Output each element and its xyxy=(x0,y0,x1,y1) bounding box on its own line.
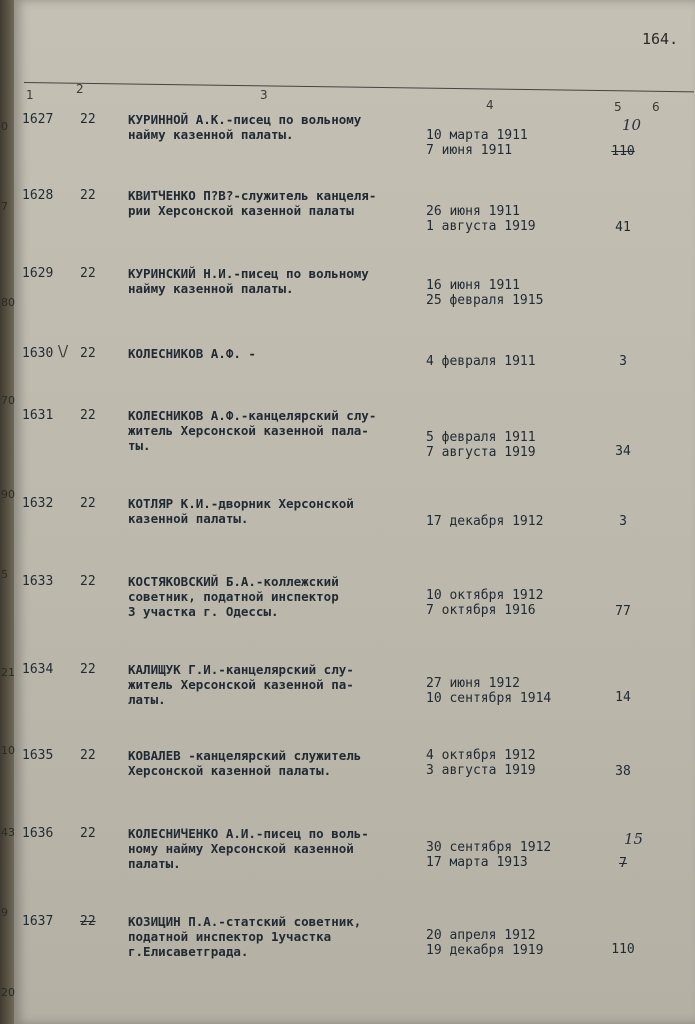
page-count: 110 xyxy=(611,144,635,159)
handwritten-correction: 10 xyxy=(622,116,642,134)
record-dates: 26 июня 1911 1 августа 1919 xyxy=(426,204,536,234)
fund-number: 22 xyxy=(80,662,96,677)
record-number: 1631 xyxy=(22,408,54,423)
margin-note: 5 xyxy=(1,568,8,581)
page-count: 7 xyxy=(619,856,627,871)
page-count: 34 xyxy=(615,444,631,459)
fund-number: 22 xyxy=(80,188,96,203)
record-description: КАЛИЩУК Г.И.-канцелярский слу- житель Херсонской казенной па- латы. xyxy=(128,662,354,707)
margin-note: 70 xyxy=(1,394,15,407)
page-number: 164. xyxy=(642,30,679,48)
record-number: 1632 xyxy=(22,496,54,511)
margin-note: 80 xyxy=(1,296,15,309)
record-dates: 10 марта 1911 7 июня 1911 xyxy=(426,128,528,158)
fund-number: 22 xyxy=(80,346,96,361)
record-number: 1633 xyxy=(22,574,54,589)
page-count: 14 xyxy=(615,690,631,705)
handwritten-correction: 15 xyxy=(624,830,644,848)
record-dates: 27 июня 1912 10 сентября 1914 xyxy=(426,676,552,706)
margin-note: 10 xyxy=(1,744,15,757)
record-number: 1634 xyxy=(22,662,54,677)
page-count: 3 xyxy=(619,514,627,529)
record-description: КОЛЕСНИЧЕНКО А.И.-писец по воль- ному найму Херсонской казенной палаты. xyxy=(128,826,369,871)
column-header-4: 4 xyxy=(486,98,494,112)
record-description: КОТЛЯР К.И.-дворник Херсонской казенной палаты. xyxy=(128,496,354,526)
check-mark-icon: \/ xyxy=(58,342,69,360)
record-number: 1627 xyxy=(22,112,54,127)
record-dates: 10 октября 1912 7 октября 1916 xyxy=(426,588,544,618)
margin-note: 7 xyxy=(1,200,8,213)
margin-note: 90 xyxy=(1,488,15,501)
page-count: 38 xyxy=(615,764,631,779)
record-description: КОВАЛЕВ -канцелярский служитель Херсонской казенной палаты. xyxy=(128,748,362,778)
margin-note: 20 xyxy=(1,986,15,999)
record-number: 1637 xyxy=(22,914,54,929)
page-count: 77 xyxy=(615,604,631,619)
record-number: 1628 xyxy=(22,188,54,203)
record-description: КВИТЧЕНКО П?В?-служитель канцеля- рии Херсонской казенной палаты xyxy=(128,188,377,218)
record-number: 1635 xyxy=(22,748,54,763)
document-page xyxy=(14,0,695,1024)
fund-number: 22 xyxy=(80,496,96,511)
margin-note: 21 xyxy=(1,666,15,679)
fund-number: 22 xyxy=(80,266,96,281)
column-header-1: 1 xyxy=(26,88,34,102)
record-dates: 16 июня 1911 25 февраля 1915 xyxy=(426,278,544,308)
record-dates: 17 декабря 1912 xyxy=(426,514,544,529)
fund-number: 22 xyxy=(80,748,96,763)
margin-note: 9 xyxy=(1,906,8,919)
header-rule xyxy=(24,82,694,92)
column-header-2: 2 xyxy=(76,82,84,96)
fund-number: 22 xyxy=(80,408,96,423)
margin-note: 43 xyxy=(1,826,15,839)
record-description: КУРИНСКИЙ Н.И.-писец по вольному найму казенной палаты. xyxy=(128,266,369,296)
record-description: КОЗИЦИН П.А.-статский советник, податной инспектор 1участка г.Елисаветграда. xyxy=(128,914,362,959)
record-dates: 30 сентября 1912 17 марта 1913 xyxy=(426,840,552,870)
fund-number: 22 xyxy=(80,574,96,589)
record-description: КОЛЕСНИКОВ А.Ф.-канцелярский слу- житель Херсонской казенной пала- ты. xyxy=(128,408,377,453)
page-count: 110 xyxy=(611,942,635,957)
record-number: 1630 xyxy=(22,346,54,361)
record-number: 1636 xyxy=(22,826,54,841)
column-header-5: 5 xyxy=(614,100,622,114)
record-dates: 20 апреля 1912 19 декабря 1919 xyxy=(426,928,544,958)
record-description: КОСТЯКОВСКИЙ Б.А.-коллежский советник, податной инспектор 3 участка г. Одессы. xyxy=(128,574,339,619)
page-count: 3 xyxy=(619,354,627,369)
column-header-3: 3 xyxy=(260,88,268,102)
margin-note: 0 xyxy=(1,120,8,133)
fund-number: 22 xyxy=(80,826,96,841)
fund-number: 22 xyxy=(80,914,96,929)
record-description: КОЛЕСНИКОВ А.Ф. - xyxy=(128,346,256,361)
fund-number: 22 xyxy=(80,112,96,127)
column-header-6: 6 xyxy=(652,100,660,114)
page-count: 41 xyxy=(615,220,631,235)
record-dates: 5 февраля 1911 7 августа 1919 xyxy=(426,430,536,460)
record-dates: 4 февраля 1911 xyxy=(426,354,536,369)
record-dates: 4 октября 1912 3 августа 1919 xyxy=(426,748,536,778)
record-description: КУРИННОЙ А.К.-писец по вольному найму казенной палаты. xyxy=(128,112,362,142)
record-number: 1629 xyxy=(22,266,54,281)
